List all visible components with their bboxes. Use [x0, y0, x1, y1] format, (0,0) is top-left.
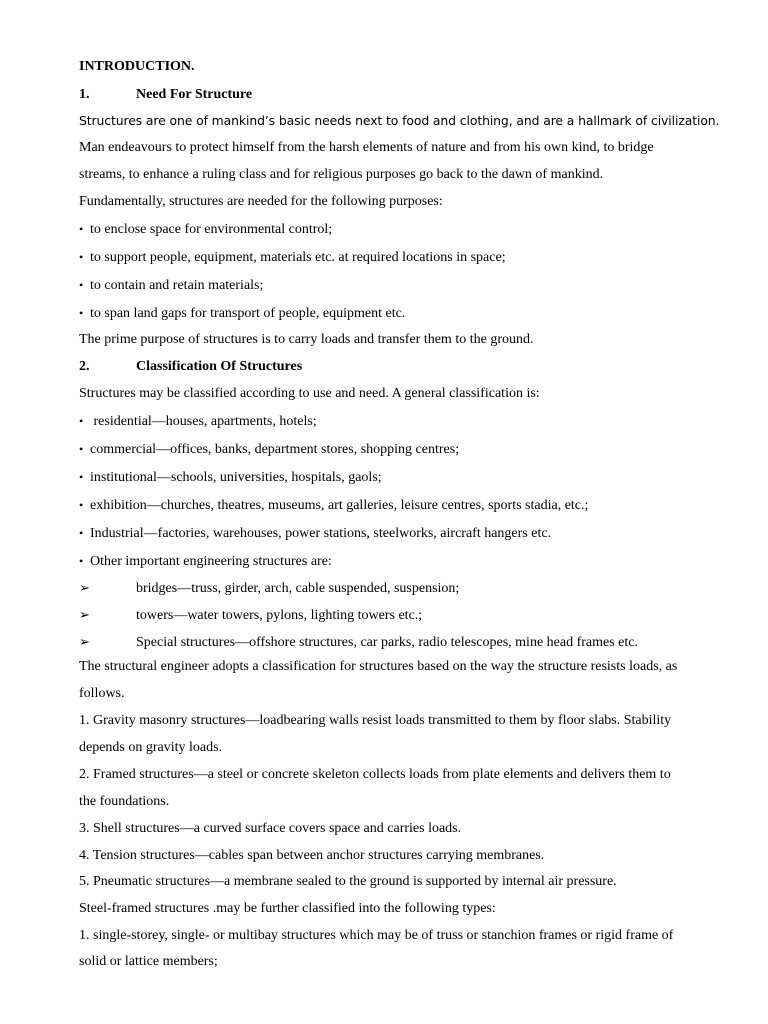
- section-1-heading: [79, 85, 728, 105]
- paragraph-line: follows.: [79, 686, 125, 701]
- bullet-icon: •: [79, 442, 84, 456]
- bullet-icon: •: [79, 498, 84, 512]
- bullet-item: • to span land gaps for transport of people, equipment etc.: [79, 303, 728, 324]
- paragraph-line: The prime purpose of structures is to carry loads and transfer them to the ground.: [79, 332, 534, 347]
- arrow-bullet-icon: ➢: [79, 580, 90, 595]
- bullet-item: • residential—houses, apartments, hotels;: [79, 411, 728, 432]
- bullet-item: • Other important engineering structures are:: [79, 551, 728, 572]
- paragraph-line: 5. Pneumatic structures—a membrane sealed to the ground is supported by internal air pressure.: [79, 874, 617, 889]
- bullet-item: • to support people, equipment, materials etc. at required locations in space;: [79, 247, 728, 268]
- arrow-item: ➢ Special structures—offshore structures, car parks, radio telescopes, mine head frames etc.: [79, 634, 638, 650]
- paragraph-line: Structures are one of mankind’s basic needs next to food and clothing, and are a hallmark of civilization.: [79, 113, 720, 128]
- paragraph-line: 2. Framed structures—a steel or concrete skeleton collects loads from plate elements and delivers them to: [79, 767, 671, 782]
- bullet-icon: •: [79, 470, 84, 484]
- section-number: 1.: [79, 87, 90, 102]
- arrow-item: ➢ towers—water towers, pylons, lighting towers etc.;: [79, 607, 423, 623]
- bullet-item: • to contain and retain materials;: [79, 275, 728, 296]
- paragraph-line: 3. Shell structures—a curved surface covers space and carries loads.: [79, 821, 462, 836]
- bullet-icon: •: [79, 306, 84, 320]
- paragraph-line: 4. Tension structures—cables span between anchor structures carrying membranes.: [79, 848, 545, 863]
- arrow-bullet-icon: ➢: [79, 607, 90, 622]
- bullet-item: • Industrial—factories, warehouses, power stations, steelworks, aircraft hangers etc.: [79, 523, 728, 544]
- bullet-item: • to enclose space for environmental control;: [79, 219, 728, 240]
- section-number: 2.: [79, 359, 90, 374]
- paragraph-line: 1. single-storey, single- or multibay structures which may be of truss or stanchion frames or rigid frame of: [79, 928, 674, 943]
- bullet-icon: •: [79, 250, 84, 264]
- bullet-icon: •: [79, 414, 84, 428]
- paragraph-line: Steel-framed structures .may be further classified into the following types:: [79, 901, 496, 916]
- bullet-item: • commercial—offices, banks, department stores, shopping centres;: [79, 439, 728, 460]
- bullet-icon: •: [79, 222, 84, 236]
- bullet-item: • exhibition—churches, theatres, museums, art galleries, leisure centres, sports stadia, etc.;: [79, 495, 728, 516]
- paragraph-line: Fundamentally, structures are needed for the following purposes:: [79, 194, 443, 209]
- paragraph-line: 1. Gravity masonry structures—loadbearing walls resist loads transmitted to them by floor slabs. Stability: [79, 713, 672, 728]
- section-title: Need For Structure: [136, 87, 253, 102]
- paragraph-line: The structural engineer adopts a classification for structures based on the way the structure resists loads, as: [79, 659, 678, 674]
- paragraph-line: Structures may be classified according to use and need. A general classification is:: [79, 386, 540, 401]
- bullet-icon: •: [79, 278, 84, 292]
- paragraph-line: the foundations.: [79, 794, 170, 809]
- bullet-icon: •: [79, 554, 84, 568]
- document-heading: INTRODUCTION.: [79, 59, 195, 74]
- arrow-item: ➢ bridges—truss, girder, arch, cable suspended, suspension;: [79, 580, 460, 596]
- paragraph-line: streams, to enhance a ruling class and for religious purposes go back to the dawn of mankind.: [79, 167, 604, 182]
- section-title: Classification Of Structures: [136, 359, 303, 374]
- bullet-item: • institutional—schools, universities, hospitals, gaols;: [79, 467, 728, 488]
- bullet-icon: •: [79, 526, 84, 540]
- paragraph-line: Man endeavours to protect himself from the harsh elements of nature and from his own kind, to bridge: [79, 140, 654, 155]
- paragraph-line: depends on gravity loads.: [79, 740, 223, 755]
- paragraph-line: solid or lattice members;: [79, 954, 218, 969]
- arrow-bullet-icon: ➢: [79, 634, 90, 649]
- section-2-heading: [79, 357, 728, 377]
